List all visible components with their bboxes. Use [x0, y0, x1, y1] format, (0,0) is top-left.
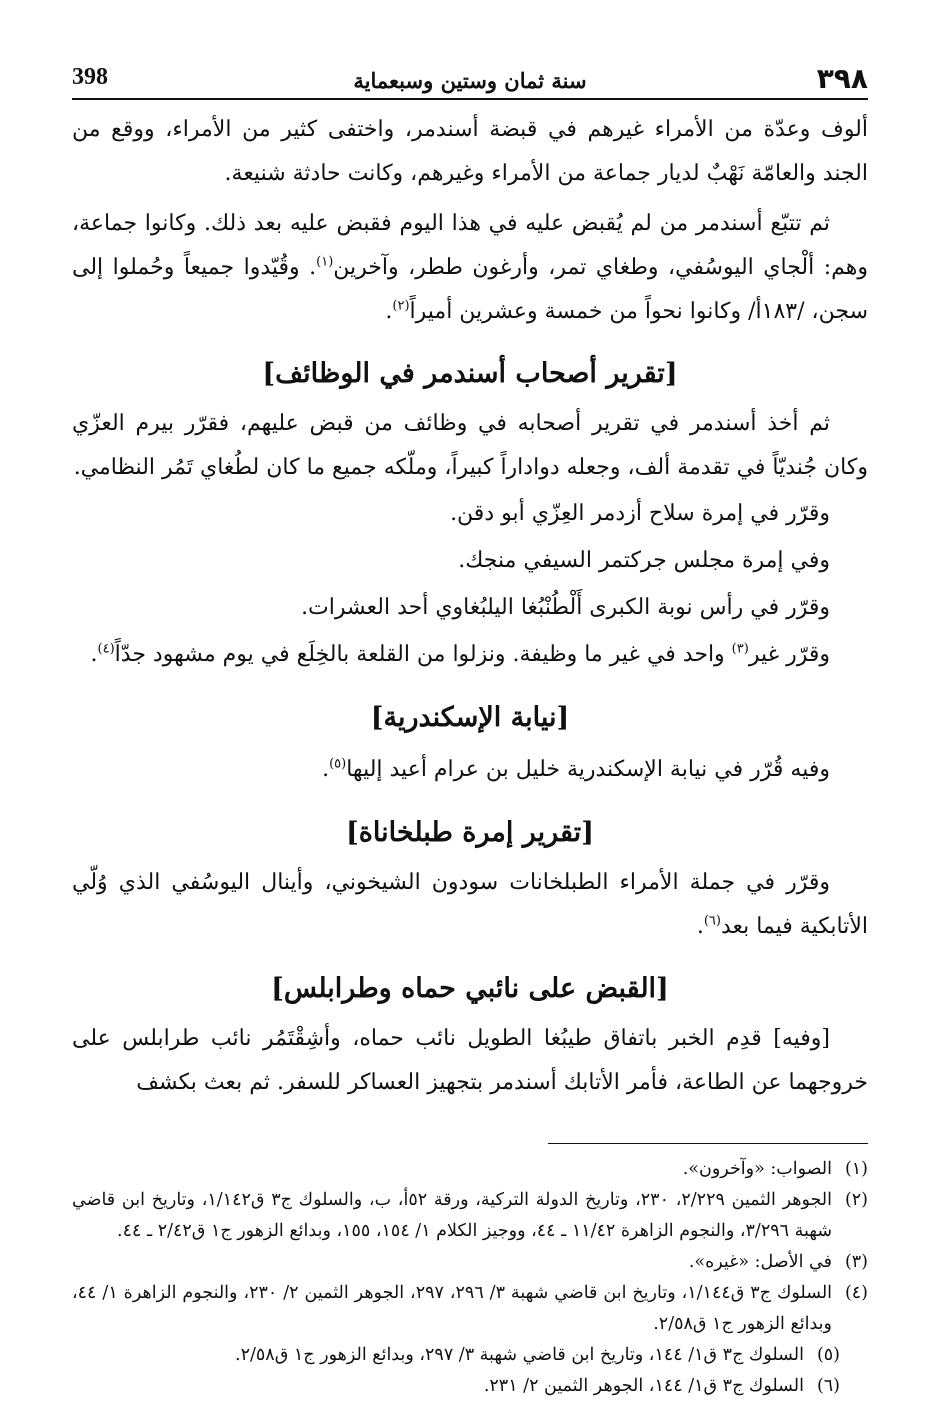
- footnote-ref-6[interactable]: (٦): [703, 913, 721, 929]
- page-header: [72, 62, 868, 100]
- footnote-number: (٤): [844, 1283, 868, 1303]
- list-item: [72, 631, 868, 678]
- item-4-text: وقرّر غير: [748, 642, 830, 667]
- section-2-end: .: [322, 757, 330, 782]
- section-3-text: [72, 861, 868, 949]
- footnote-ref-4[interactable]: (٤): [97, 641, 115, 657]
- footnotes: [72, 1154, 868, 1402]
- footnote-ref-1[interactable]: (١): [316, 254, 334, 270]
- footnote: [72, 1340, 868, 1371]
- footnote: [72, 1278, 868, 1340]
- footnote: [72, 1371, 868, 1402]
- footnote-number: (٦): [816, 1376, 840, 1396]
- item-4-text-cont: واحد في غير ما وظيفة. ونزلوا من القلعة بالخِلَع في يوم مشهود جدّاً: [114, 642, 732, 667]
- footnote-text: السلوك ج٣ ق١/ ١٤٤، الجوهر الثمين ٢/ ٢٣١.: [483, 1376, 804, 1396]
- footnote-text: الجوهر الثمين ٢/٢٢٩، ٢٣٠، وتاريخ الدولة التركية، ورقة ٥٢أ، ب، والسلوك ج٣ ق١/١٤٢، وتاريخ ابن قاضي شهبة ٣/٢٩٦، والنجوم الزاهرة ١١/٤٢ ـ ٤٤، ووجيز الكلام ١/ ١٥٤، ١٥٥، وبدائع الزهور ج١ ق٢/٤٢ ـ ٤٤.: [72, 1190, 832, 1241]
- paragraph-2-text: ثم تتبّع أسندمر من لم يُقبض عليه في هذا اليوم فقبض عليه بعد ذلك. وكانوا جماعة، وهم: ألْجاي اليوسُفي، وطغاي تمر، وأرغون ططر، وآخرين: [72, 211, 868, 280]
- footnote: [72, 1247, 868, 1278]
- list-item: وفي إمرة مجلس جركتمر السيفي منجك.: [458, 548, 830, 573]
- footnote-number: (٣): [844, 1252, 868, 1272]
- footnote-number: (٥): [816, 1345, 840, 1365]
- section-heading-2: [نيابة الإسكندرية]: [370, 702, 570, 733]
- section-3-end: .: [696, 914, 704, 939]
- footnote-text: السلوك ج٣ ق١/ ١٤٤، وتاريخ ابن قاضي شهبة ٣/ ٢٩٧، وبدائع الزهور ج١ ق٢/٥٨.: [235, 1345, 804, 1365]
- page-number-latin: 398: [72, 64, 108, 90]
- footnote-ref-5[interactable]: (٥): [329, 756, 347, 772]
- footnote-number: (١): [844, 1159, 868, 1179]
- footnote-text: في الأصل: «غيره».: [688, 1252, 832, 1272]
- section-1-intro: ثم أخذ أسندمر في تقرير أصحابه في وظائف من قبض عليهم، فقرّر بيرم العزّي وكان جُنديّاً في تقدمة ألف، وجعله دواداراً كبيراً، وملّكه جميع ما كان لطُغاي تَمُر النظامي.: [72, 411, 868, 480]
- section-heading-3: [تقرير إمرة طبلخاناة]: [346, 817, 594, 848]
- page-number-arabic: ٣٩٨: [816, 62, 868, 95]
- footnote-text: الصواب: «وآخرون».: [682, 1159, 832, 1179]
- footnote-number: (٢): [844, 1190, 868, 1210]
- section-2-body: وفيه قُرّر في نيابة الإسكندرية خليل بن عرام أعيد إليها: [346, 757, 830, 782]
- footnote-ref-2[interactable]: (٢): [392, 298, 410, 314]
- paragraph-2-text-cont: . وقُيّدوا جميعاً وحُملوا إلى سجن، /١٨٣أ/ وكانوا نحواً من خمسة وعشرين أميراً: [72, 255, 868, 324]
- paragraph-1: ألوف وعدّة من الأمراء غيرهم في قبضة أسندمر، واختفى كثير من الأمراء، ووقع من الجند والعامّة نَهْبٌ لديار جماعة من الأمراء وغيرهم، وكانت حادثة شنيعة.: [72, 117, 868, 186]
- footnote-divider: [548, 1143, 868, 1144]
- running-title: سنة ثمان وستين وسبعماية: [353, 68, 587, 93]
- footnote: [72, 1185, 868, 1247]
- list-item: وقرّر في إمرة سلاح أزدمر العِزّي أبو دقن.: [450, 501, 830, 526]
- item-4-end: .: [90, 642, 98, 667]
- footnote: [72, 1154, 868, 1185]
- section-3-body: وقرّر في جملة الأمراء الطبلخانات سودون الشيخوني، وأينال اليوسُفي الذي وُلّي الأتابكية فيما بعد: [72, 870, 868, 939]
- section-heading-4: [القبض على نائبي حماه وطرابلس]: [271, 973, 669, 1004]
- section-2-text: [72, 746, 868, 793]
- paragraph-2-end: .: [385, 299, 393, 324]
- section-heading-1: [تقرير أصحاب أسندمر في الوظائف]: [262, 358, 678, 389]
- footnote-ref-3[interactable]: (٣): [731, 641, 749, 657]
- paragraph-2: [72, 202, 868, 334]
- section-4-text: [وفيه] قدِم الخبر باتفاق طيبُغا الطويل نائب حماه، وأشِقْتَمُر نائب طرابلس على خروجهما عن الطاعة، فأمر الأتابك أسندمر بتجهيز العساكر للسفر. ثم بعث بكشف: [72, 1026, 868, 1095]
- main-text: [72, 108, 868, 1105]
- list-item: وقرّر في رأس نوبة الكبرى أَلْطُنْبُغا اليلبُغاوي أحد العشرات.: [301, 595, 830, 620]
- footnote-text: السلوك ج٣ ق١/١٤٤، وتاريخ ابن قاضي شهبة ٣/ ٢٩٦، ٢٩٧، الجوهر الثمين ٢/ ٢٣٠، والنجوم الزاهرة ١/ ٤٤، وبدائع الزهور ج١ ق٢/٥٨.: [72, 1283, 833, 1334]
